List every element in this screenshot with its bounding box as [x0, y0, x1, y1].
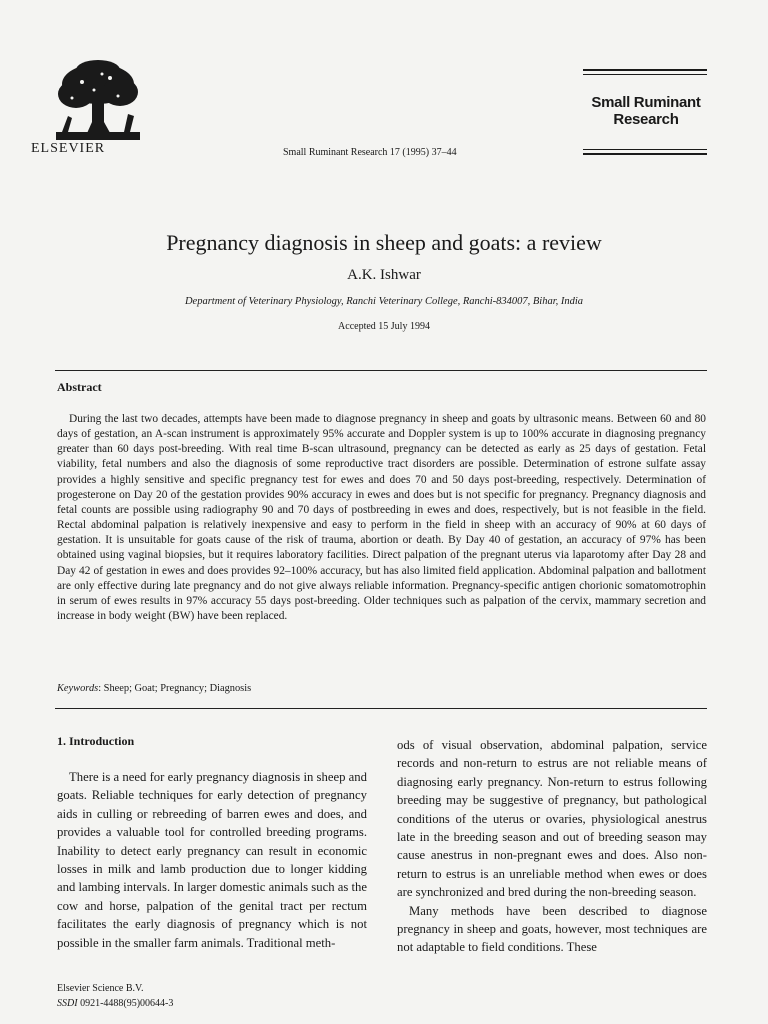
brand-rule-top — [583, 69, 707, 71]
abstract-bottom-divider — [55, 708, 707, 709]
intro-right-paragraph-2: Many methods have been described to diagnose pregnancy in sheep and goats, however, most techniques are not adaptable to field conditions. These — [397, 903, 707, 955]
journal-brand-line2: Research — [613, 111, 679, 128]
journal-reference: Small Ruminant Research 17 (1995) 37–44 — [283, 147, 457, 158]
elsevier-tree-logo — [54, 60, 142, 140]
journal-brand-line1: Small Ruminant — [591, 94, 701, 111]
keywords-label: Keywords — [57, 683, 99, 694]
abstract-text: During the last two decades, attempts have been made to diagnose pregnancy in sheep and goats by ultrasonic means. Between 60 and 80 days of gestation, an A-scan instrument is approximately 95% accurate and Doppler system is up to 100% accurate in diagnosing pregnancy greater than 60 days post-breeding. With real time B-scan ultrasound, pregnancy can be detected as early as 25 days of gestation. Fetal viability, fetal numbers and also the diagnosis of some reproductive tract disorders are possible. Determination of estrone sulfate assay provides a highly sensitive and specific pregnancy test for ewes and does 70 and 50 days post-breeding, respectively. Determination of progesterone on Day 20 of the gestation provides 90% accuracy in ewes and does but is not specific for pregnancy. Pregnancy diagnosis and fetal counts are possible using radiography 90 and 70 days of postbreeding in ewes and does, respectively, but is not feasible in the field. Rectal abdominal palpation is relatively inexpensive and easy to perform in the field in sheep with an accuracy of 90% at 60 days of gestation. It is unsuitable for goats cause of the risk of trauma, abortion or death. By Day 40 of gestation, an accuracy of 97% has been obtained using vaginal biopsies, but it requires laboratory facilities. Direct palpation of the pregnant uterus via laparotomy after Day 28 and Day 42 of gestation in ewes and does provides 92–100% accuracy, but has also limited field application. Abdominal palpation and ballotment are only effective during late pregnancy and do not give always reliable information. Pregnancy-specific antigen chorionic somatomotrophin in serum of ewes results in 97% accuracy 55 days post-breeding. Older techniques such as palpation of the cervix, mammary secretion and increase in body weight (BW) have been replaced. — [57, 413, 706, 623]
abstract-top-divider — [55, 370, 707, 371]
article-author: A.K. Ishwar — [347, 267, 421, 283]
brand-rule-bottom — [583, 149, 707, 150]
article-title: Pregnancy diagnosis in sheep and goats: a review — [166, 230, 602, 255]
abstract-heading: Abstract — [57, 380, 102, 394]
keywords-list: : Sheep; Goat; Pregnancy; Diagnosis — [98, 683, 252, 694]
footer-ssdi — [57, 998, 173, 1009]
ssdi-label: SSDI — [57, 998, 78, 1009]
intro-right-column — [397, 736, 707, 957]
intro-right-paragraph-1: ods of visual observation, abdominal palpation, service records and non-return to estrus are not reliable means of diagnosing early pregnancy. Non-return to estrus following breeding may be suggestive of pregnancy, but pathological conditions of the uterus or ovaries, physiological anestrus late in the breeding season and out of breeding season may cause anestrus in non-pregnant ewes and does. Also non-return to estrus is an unreliable method when ewes or does are synchronized and bred during the non-breeding season. — [397, 738, 707, 900]
journal-brand — [585, 94, 707, 128]
footer-publisher: Elsevier Science B.V. — [57, 983, 144, 994]
accepted-date: Accepted 15 July 1994 — [338, 321, 430, 332]
keywords-line — [57, 683, 251, 694]
intro-left-column: There is a need for early pregnancy diagnosis in sheep and goats. Reliable techniques for early detection of pregnancy aids in culling or rebreeding of barren ewes and does, and provides a valuable tool for controlled breeding programs. Inability to detect early pregnancy can result in economic losses in milk and lamb production due to longer kidding and lambing intervals. In larger domestic animals such as the cow and horse, palpation of the genital tract per rectum facilitates the early diagnosis of pregnancy which is not possible in the smaller farm animals. Traditional meth- — [57, 770, 367, 950]
brand-rule-top-2 — [583, 74, 707, 75]
brand-rule-bottom-2 — [583, 153, 707, 155]
publisher-name: ELSEVIER — [31, 141, 106, 156]
ssdi-number: 0921-4488(95)00644-3 — [77, 998, 174, 1009]
author-affiliation: Department of Veterinary Physiology, Ranchi Veterinary College, Ranchi-834007, Bihar, India — [184, 296, 584, 307]
introduction-heading: 1. Introduction — [57, 734, 135, 748]
